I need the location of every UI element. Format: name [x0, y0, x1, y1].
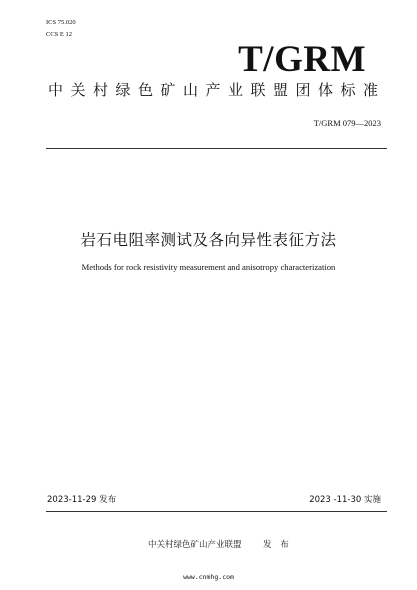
standard-logo: T/GRM: [238, 39, 366, 80]
implementation-date: 2023 -11-30 实施: [309, 495, 381, 505]
issued-label: 发 布: [263, 540, 292, 550]
top-divider: [46, 148, 387, 149]
ics-code: ICS 75.020: [46, 19, 76, 26]
standard-number: T/GRM 079—2023: [313, 118, 381, 128]
website-link[interactable]: www.cnmhg.com: [183, 573, 234, 581]
title-english: Methods for rock resistivity measurement and anisotropy characterization: [81, 262, 336, 272]
title-chinese: 岩石电阻率测试及各向异性表征方法: [80, 231, 337, 249]
publish-date: 2023-11-29 发布: [47, 495, 117, 505]
bottom-divider: [46, 511, 387, 512]
ccs-code: CCS E 12: [46, 31, 73, 38]
organization-name: 中关村绿色矿山产业联盟团体标准: [48, 81, 386, 99]
issuer-name: 中关村绿色矿山产业联盟: [148, 540, 242, 550]
